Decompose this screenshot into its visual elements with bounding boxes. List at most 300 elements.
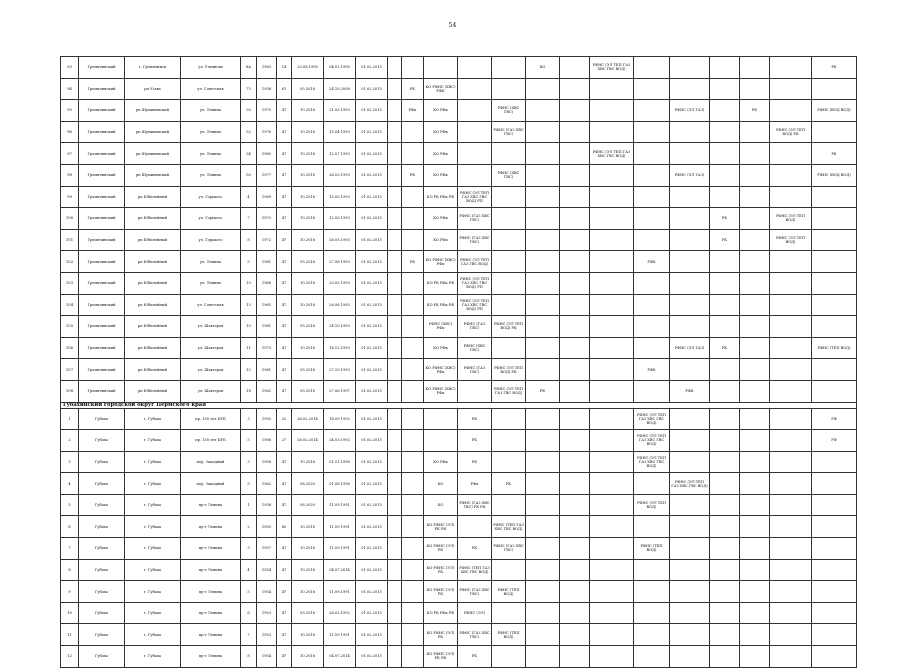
table-cell: [770, 337, 812, 359]
table-cell: КО РФк: [424, 337, 458, 359]
table-cell: рп Шумихинский: [125, 100, 181, 122]
table-cell: 24.03.1992: [324, 430, 356, 452]
table-cell: [458, 100, 492, 122]
table-row: [61, 559, 857, 581]
table-cell: [402, 380, 424, 402]
table-cell: 01.02.2015: [356, 624, 388, 646]
table-cell: 01.02.2015: [356, 538, 388, 560]
table-cell: Губаха: [79, 430, 125, 452]
table-cell: [590, 251, 634, 273]
table-cell: [740, 251, 770, 273]
table-row: [61, 624, 857, 646]
table-cell: [388, 143, 402, 165]
table-cell: [710, 408, 740, 430]
table-cell: РФНС (ХВС ГВС): [458, 337, 492, 359]
table-cell: 11.09.1991: [324, 516, 356, 538]
table-cell: [590, 538, 634, 560]
table-cell: ул. Советская: [181, 294, 241, 316]
table-cell: [560, 316, 590, 338]
table-cell: 10.2018: [292, 451, 324, 473]
table-cell: Губаха: [79, 538, 125, 560]
table-cell: 10: [61, 602, 79, 624]
table-cell: [492, 494, 526, 516]
table-cell: [770, 473, 812, 495]
table-cell: 11: [61, 624, 79, 646]
table-cell: Гремячинский: [79, 57, 125, 79]
table-cell: 18.09.1992: [324, 408, 356, 430]
table-cell: [590, 164, 634, 186]
table-cell: 1975: [257, 100, 277, 122]
table-cell: [590, 516, 634, 538]
table-cell: [740, 538, 770, 560]
table-cell: 10.2018: [292, 186, 324, 208]
table-cell: 10: [241, 316, 257, 338]
table-cell: [388, 316, 402, 338]
table-cell: [812, 538, 857, 560]
table-cell: [526, 337, 560, 359]
table-cell: РФНС (ЭЛ ГАЗ): [670, 100, 710, 122]
table-cell: РФНС (ГАЗ ХВС ГВС): [458, 229, 492, 251]
table-cell: [710, 251, 740, 273]
table-cell: [388, 516, 402, 538]
table-cell: РФНС (ЭЛ): [458, 602, 492, 624]
table-cell: г. Губаха: [125, 451, 181, 473]
table-cell: рп Юбилейный: [125, 251, 181, 273]
table-cell: Гремячинский: [79, 78, 125, 100]
table-cell: 15.05.1993: [324, 186, 356, 208]
table-cell: г. Губаха: [125, 430, 181, 452]
table-cell: 2: [241, 516, 257, 538]
table-body-top: [61, 57, 857, 403]
table-cell: 61: [277, 78, 292, 100]
table-cell: 106: [61, 337, 79, 359]
table-cell: 107: [61, 359, 79, 381]
table-cell: [590, 451, 634, 473]
table-cell: рп Юбилейный: [125, 316, 181, 338]
table-cell: [740, 646, 770, 668]
table-cell: 3: [241, 538, 257, 560]
table-cell: [740, 143, 770, 165]
table-cell: [492, 294, 526, 316]
table-cell: 05.2018: [292, 251, 324, 273]
table-cell: 01.02.2015: [356, 294, 388, 316]
table-cell: [770, 316, 812, 338]
table-cell: 01.02.2015: [356, 186, 388, 208]
table-cell: 102: [61, 251, 79, 273]
table-cell: 1954: [257, 646, 277, 668]
table-cell: [740, 430, 770, 452]
table-cell: [402, 516, 424, 538]
table-cell: ул. Шахтеров: [181, 337, 241, 359]
table-cell: [388, 581, 402, 603]
table-cell: 1977: [257, 164, 277, 186]
table-cell: 01.02.2015: [356, 581, 388, 603]
table-cell: РК: [710, 229, 740, 251]
table-cell: [770, 251, 812, 273]
table-cell: РК: [812, 143, 857, 165]
table-cell: РК: [458, 646, 492, 668]
table-cell: 05.2018: [292, 316, 324, 338]
table-cell: [710, 451, 740, 473]
table-cell: [560, 208, 590, 230]
table-cell: [388, 624, 402, 646]
table-cell: 1965: [257, 294, 277, 316]
table-cell: рп Шумихинский: [125, 121, 181, 143]
table-cell: 04.07.2014: [324, 559, 356, 581]
table-cell: [590, 100, 634, 122]
table-cell: [740, 316, 770, 338]
table-cell: [388, 602, 402, 624]
table-cell: [590, 208, 634, 230]
table-cell: [634, 186, 670, 208]
table-cell: [670, 646, 710, 668]
table-cell: 50: [241, 164, 257, 186]
table-cell: [812, 121, 857, 143]
table-cell: [634, 78, 670, 100]
table-cell: РФНС (ХВС ГВС): [492, 100, 526, 122]
table-cell: РФНС (ГАЗ ГВС): [458, 359, 492, 381]
table-cell: [670, 451, 710, 473]
table-cell: Губаха: [79, 494, 125, 516]
table-cell: РФНС (ЭЛ ТЕП ВОД) РК: [492, 316, 526, 338]
table-cell: г. Губаха: [125, 602, 181, 624]
table-cell: [670, 78, 710, 100]
table-cell: [526, 121, 560, 143]
table-cell: г. Губаха: [125, 559, 181, 581]
table-cell: ул. Шахтеров: [181, 380, 241, 402]
table-cell: 01.02.2015: [356, 100, 388, 122]
table-row: [61, 272, 857, 294]
table-body-bottom: [61, 408, 857, 667]
table-cell: [526, 516, 560, 538]
table-cell: [812, 380, 857, 402]
table-cell: 10.2018: [292, 100, 324, 122]
table-cell: 01.02.2015: [356, 208, 388, 230]
table-cell: [560, 451, 590, 473]
table-cell: [770, 57, 812, 79]
table-cell: пер. Западный: [181, 451, 241, 473]
table-cell: РК: [402, 251, 424, 273]
table-cell: 3: [241, 408, 257, 430]
table-cell: КО РК РФк РФ: [424, 294, 458, 316]
table-cell: [590, 602, 634, 624]
table-cell: РК: [710, 208, 740, 230]
table-cell: рп Юбилейный: [125, 337, 181, 359]
table-cell: КО РК РФк РФ: [424, 272, 458, 294]
table-cell: 23.08.1995: [292, 57, 324, 79]
table-cell: 18.12.1993: [324, 337, 356, 359]
table-cell: [670, 316, 710, 338]
table-cell: 104: [61, 294, 79, 316]
table-cell: 47: [277, 602, 292, 624]
table-cell: [388, 559, 402, 581]
table-cell: [590, 408, 634, 430]
table-cell: [670, 229, 710, 251]
table-row: [61, 430, 857, 452]
table-cell: пр-т Ленина: [181, 646, 241, 668]
table-cell: 1973: [257, 337, 277, 359]
table-cell: 32: [241, 121, 257, 143]
table-cell: Гремячинский: [79, 359, 125, 381]
table-cell: Гремячинский: [79, 208, 125, 230]
table-cell: ул. Ленина: [181, 100, 241, 122]
table-cell: [526, 559, 560, 581]
table-cell: 108: [61, 380, 79, 402]
table-cell: [526, 100, 560, 122]
table-cell: 27: [277, 430, 292, 452]
table-cell: 01.02.2015: [356, 602, 388, 624]
table-cell: [670, 208, 710, 230]
table-cell: 47: [277, 380, 292, 402]
table-cell: [740, 272, 770, 294]
table-cell: 01.11.1998: [324, 451, 356, 473]
table-row: [61, 494, 857, 516]
table-cell: [812, 516, 857, 538]
table-cell: 1958: [257, 78, 277, 100]
table-cell: 05.2018: [292, 359, 324, 381]
table-cell: [402, 316, 424, 338]
table-cell: КО РК РФк РФ: [424, 602, 458, 624]
table-cell: рп Юбилейный: [125, 294, 181, 316]
table-cell: Губаха: [79, 624, 125, 646]
table-cell: [812, 186, 857, 208]
table-cell: [740, 494, 770, 516]
table-cell: 8: [241, 229, 257, 251]
table-cell: РФНС (ВОД ВОД): [812, 164, 857, 186]
table-cell: [634, 208, 670, 230]
table-cell: [526, 294, 560, 316]
table-cell: 47: [277, 294, 292, 316]
table-cell: [710, 57, 740, 79]
table-cell: Гремячинский: [79, 251, 125, 273]
table-cell: ул. Шахтеров: [181, 359, 241, 381]
table-cell: [740, 624, 770, 646]
table-cell: РФНС (ТЕП ГАЗ ХВС ГВС ВОД): [458, 559, 492, 581]
table-cell: [590, 294, 634, 316]
table-row: [61, 164, 857, 186]
table-cell: [670, 559, 710, 581]
table-cell: КО: [424, 494, 458, 516]
table-cell: [770, 272, 812, 294]
table-cell: [526, 229, 560, 251]
table-cell: 101: [61, 229, 79, 251]
table-cell: [634, 337, 670, 359]
table-cell: [526, 208, 560, 230]
table-cell: РФНС (ЭЛ ТЕП ГАЗ ХВС ГВС ВОД): [634, 408, 670, 430]
table-cell: 10.2018: [292, 229, 324, 251]
table-cell: [634, 143, 670, 165]
table-cell: РК: [458, 430, 492, 452]
table-cell: Губаха: [79, 451, 125, 473]
table-cell: [812, 494, 857, 516]
table-cell: 1961: [257, 316, 277, 338]
table-cell: 60: [277, 516, 292, 538]
table-cell: [634, 272, 670, 294]
table-cell: 8: [61, 559, 79, 581]
table-cell: Гремячинский: [79, 316, 125, 338]
table-cell: 01.02.2015: [356, 272, 388, 294]
table-cell: 94: [61, 78, 79, 100]
table-cell: пр-т Ленина: [181, 559, 241, 581]
table-cell: [634, 473, 670, 495]
table-cell: 1985: [257, 143, 277, 165]
table-cell: [492, 229, 526, 251]
table-cell: [670, 57, 710, 79]
table-cell: 03.2018: [292, 602, 324, 624]
table-cell: [492, 408, 526, 430]
table-cell: Губаха: [79, 602, 125, 624]
table-cell: 47: [277, 559, 292, 581]
table-cell: 15.04.1993: [324, 121, 356, 143]
table-cell: [812, 272, 857, 294]
table-cell: 26.05.1993: [324, 229, 356, 251]
table-cell: 01.02.2015: [356, 380, 388, 402]
table-cell: 105: [61, 316, 79, 338]
table-cell: рп Шумихинский: [125, 143, 181, 165]
table-cell: 2: [61, 430, 79, 452]
table-cell: [492, 143, 526, 165]
table-cell: [670, 624, 710, 646]
table-cell: [492, 78, 526, 100]
table-cell: [388, 186, 402, 208]
table-cell: [710, 581, 740, 603]
table-cell: 47: [277, 316, 292, 338]
table-cell: [526, 186, 560, 208]
table-cell: [670, 430, 710, 452]
table-cell: 01.02.2015: [356, 516, 388, 538]
table-cell: [458, 121, 492, 143]
table-cell: 1961: [257, 251, 277, 273]
table-cell: 01.02.2015: [356, 251, 388, 273]
table-cell: [560, 337, 590, 359]
table-row: [61, 316, 857, 338]
table-cell: РК: [402, 164, 424, 186]
table-cell: [492, 646, 526, 668]
table-cell: РФНС (ЭЛ ТЕП ГАЗ ХВС ГВС ВОД): [670, 473, 710, 495]
table-cell: КО РФНС (ЭЛ) РК: [424, 559, 458, 581]
table-cell: 26.02.1992: [324, 602, 356, 624]
table-cell: 01.02.2015: [356, 473, 388, 495]
table-cell: [812, 78, 857, 100]
table-cell: [710, 380, 740, 402]
table-cell: Гремячинский: [79, 229, 125, 251]
table-cell: 24.10.1993: [324, 316, 356, 338]
table-cell: [388, 251, 402, 273]
table-cell: 1972: [257, 229, 277, 251]
table-cell: [526, 78, 560, 100]
table-cell: [770, 186, 812, 208]
table-cell: г. Губаха: [125, 646, 181, 668]
table-cell: 21.05.1993: [324, 100, 356, 122]
table-cell: [402, 559, 424, 581]
table-cell: г. Губаха: [125, 516, 181, 538]
table-cell: [388, 272, 402, 294]
table-cell: [388, 408, 402, 430]
table-cell: [770, 646, 812, 668]
table-cell: 11.09.1991: [324, 624, 356, 646]
table-cell: [560, 624, 590, 646]
table-cell: [492, 208, 526, 230]
table-cell: [560, 581, 590, 603]
table-cell: [812, 251, 857, 273]
table-cell: [402, 337, 424, 359]
table-cell: [770, 538, 812, 560]
table-cell: РФНС (ТЕП ВОД): [492, 581, 526, 603]
table-cell: 01.02.2015: [356, 494, 388, 516]
table-cell: РФНС (ЭЛ ТЕП ВОД) РК: [492, 359, 526, 381]
table-cell: [402, 57, 424, 79]
table-cell: 05.2018: [292, 380, 324, 402]
table-cell: КО РФНС (ХВС) РФк: [424, 251, 458, 273]
table-cell: 01.02.2015: [356, 121, 388, 143]
table-cell: рп Юбилейный: [125, 208, 181, 230]
table-cell: 1968: [257, 272, 277, 294]
table-cell: 1961: [257, 359, 277, 381]
table-cell: РФНС (ЭЛ ТЕП ГАЗ ГВС ВОД): [458, 251, 492, 273]
table-cell: [812, 646, 857, 668]
table-cell: [560, 294, 590, 316]
table-cell: [590, 494, 634, 516]
table-cell: [670, 359, 710, 381]
table-cell: пр-т Ленина: [181, 581, 241, 603]
table-cell: Гремячинский: [79, 380, 125, 402]
table-cell: [560, 538, 590, 560]
table-cell: 4: [61, 473, 79, 495]
table-cell: [710, 78, 740, 100]
table-cell: [710, 559, 740, 581]
table-cell: 1976: [257, 121, 277, 143]
table-cell: пр-т Ленина: [181, 494, 241, 516]
table-cell: 27.06.1997: [324, 380, 356, 402]
table-cell: 26.03.1993: [324, 164, 356, 186]
table-cell: 13: [241, 294, 257, 316]
table-cell: [740, 337, 770, 359]
table-cell: 12.07.1993: [324, 143, 356, 165]
table-cell: 10.2018: [292, 538, 324, 560]
table-cell: КО РФк: [424, 143, 458, 165]
table-cell: РФНС (ЭЛ ГАЗ): [670, 164, 710, 186]
table-cell: [526, 164, 560, 186]
table-cell: РК: [458, 408, 492, 430]
table-cell: [492, 430, 526, 452]
table-cell: КО РФк: [424, 229, 458, 251]
table-cell: [740, 78, 770, 100]
table-cell: 10.2018: [292, 624, 324, 646]
table-cell: [526, 624, 560, 646]
table-cell: ул. Горького: [181, 186, 241, 208]
table-cell: [590, 78, 634, 100]
table-cell: КО: [526, 57, 560, 79]
table-cell: 47: [277, 624, 292, 646]
table-cell: [526, 408, 560, 430]
table-cell: 47: [277, 229, 292, 251]
table-cell: [590, 581, 634, 603]
table-cell: [812, 208, 857, 230]
table-cell: [812, 624, 857, 646]
table-cell: 10.2018: [292, 559, 324, 581]
table-cell: [402, 294, 424, 316]
table-cell: [388, 208, 402, 230]
table-cell: [670, 516, 710, 538]
table-cell: [458, 78, 492, 100]
table-cell: [388, 430, 402, 452]
table-cell: ул. Ульянова: [181, 57, 241, 79]
table-cell: 1962: [257, 380, 277, 402]
table-cell: пр-т Ленина: [181, 624, 241, 646]
table-cell: [388, 451, 402, 473]
table-cell: [770, 559, 812, 581]
table-cell: [526, 251, 560, 273]
